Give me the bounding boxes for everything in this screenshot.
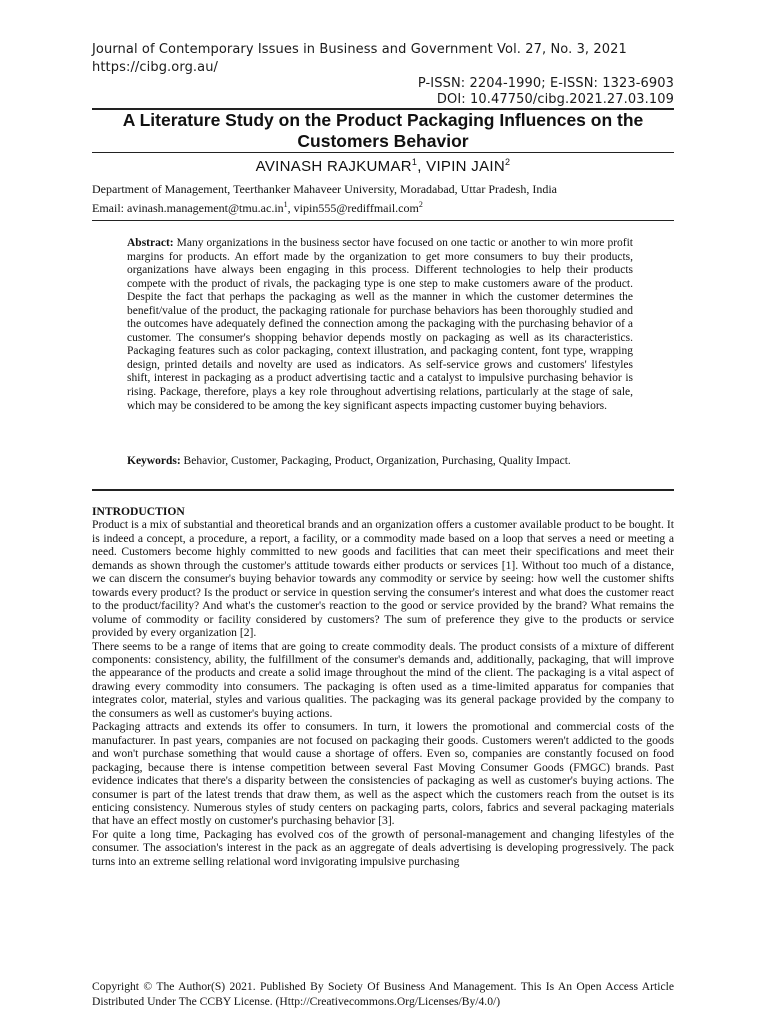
- email-sup-2: 2: [418, 200, 423, 209]
- email-link-1[interactable]: avinash.management@tmu.ac.in: [127, 201, 284, 215]
- keywords-text: Behavior, Customer, Packaging, Product, Organization, Purchasing, Quality Impact.: [180, 455, 571, 467]
- email-label: Email:: [92, 201, 127, 215]
- author-separator: ,: [417, 158, 427, 175]
- affiliation-email: [92, 197, 423, 216]
- section-heading-introduction: INTRODUCTION: [92, 505, 185, 518]
- body-paragraph-3: Packaging attracts and extends its offer to consumers. In turn, it lowers the promotional and commercial costs of the manufacturer. In past years, companies are not focused on packaging their goods. Customers weren't addicted to the goods and won't purchase something that would cause a shortage of offers. Even so, companies are constantly focused on food packaging, because there is intense competition between several Fast Moving Consumer Goods (FMGC) brands. Past evidence indicates that there's a disparity between the consistencies of packaging as well as customer's buying actions. The consumer is part of the latest trends that draw them, as well as the aspect which the customers reach from the outset is its enticing consistency. Numerous styles of study centers on packaging parts, colors, fabrics and several packaging materials that have an effect mostly on customer's purchasing behavior [3].: [92, 720, 674, 828]
- email-sup-1: 1: [283, 200, 288, 209]
- abstract-divider: [92, 489, 674, 491]
- abstract-block: [127, 237, 633, 413]
- paper-title: A Literature Study on the Product Packaging Influences on the Customers Behavior: [122, 110, 644, 151]
- title-divider: [92, 152, 674, 153]
- author-sup-2: 2: [505, 157, 511, 167]
- issn-line: P-ISSN: 2204-1990; E-ISSN: 1323-6903: [417, 76, 674, 91]
- body-paragraph-4: For quite a long time, Packaging has evolved cos of the growth of personal-management and changing lifestyles of the consumer. The association's interest in the pack as an aggregate of deals advertising is developing progressively. The pack turns into an extreme selling relational word invigorating impulsive purchasing: [92, 827, 674, 868]
- journal-url[interactable]: https://cibg.org.au/: [92, 60, 219, 75]
- copyright-footer: Copyright © The Author(S) 2021. Published By Society Of Business And Management. This Is An Open Access Article Distributed Under The CCBY License. (Http://Creativecommons.Org/Licenses/By/4.0/): [92, 980, 674, 1008]
- doi-line: DOI: 10.47750/cibg.2021.27.03.109: [436, 92, 674, 107]
- body-paragraph-1: Product is a mix of substantial and theoretical brands and an organization offers a customer available product to be bought. It is indeed a concept, a procedure, a report, a facility, or a commodity made based on a loop that serves a need or meeting a need. Customers become highly committed to new goods and facilities that can meet their specifications and meet their demands as shown through the customer's attitude towards either products or services [1]. Without too much of a distance, we can discern the consumer's buying behavior towards any commodity or service by seeing: how well the customer shifts towards every product? Is the product or service in question serving the consumer's interest and what does the customer react to the product/facility? And what's the customer's reaction to the good or service provided by the brand? What remains the volume of commodity or facility considered by customers? The sum of preference they give to the products or service provided by every organization [2].: [92, 518, 674, 640]
- body-paragraph-2: There seems to be a range of items that are going to create commodity deals. The product consists of a mixture of different components: consistency, ability, the fulfillment of the consumer's demands and, additionally, packaging, that will improve the appearance of the products and create a solid image throughout the mind of the client. The packaging is a vital aspect of drawing every commodity into consumers. The packaging is often used as a time-limited apparatus for companies that integrates color, material, styles and various qualities. The packaging was its general package provided by the company to the consumers as well as customer's buying actions.: [92, 639, 674, 720]
- affiliation-department: Department of Management, Teerthanker Mahaveer University, Moradabad, Uttar Pradesh, India: [92, 182, 557, 196]
- journal-citation: Journal of Contemporary Issues in Business and Government Vol. 27, No. 3, 2021: [92, 42, 627, 57]
- affiliation-divider: [92, 220, 674, 221]
- author-sup-1: 1: [411, 157, 418, 167]
- author-name-2: VIPIN JAIN: [426, 158, 505, 175]
- author-line: [92, 157, 674, 175]
- body-text: [92, 505, 674, 868]
- keywords-label: Keywords:: [127, 455, 181, 467]
- abstract-label: Abstract:: [127, 237, 174, 249]
- keywords-block: [127, 454, 633, 468]
- author-name-1: AVINASH RAJKUMAR: [255, 158, 412, 175]
- email-separator: ,: [287, 201, 294, 215]
- email-link-2[interactable]: vipin555@rediffmail.com: [293, 201, 419, 215]
- abstract-text: Many organizations in the business sector have focused on one tactic or another to win more profit margins for products. An effort made by the organization to get more consumers to buy their products, organizations have always been engaging in this process. Different technologies to help their products compete with the product of rivals, the packaging type is one step to make customers aware of the product. Despite the fact that perhaps the packaging as well as the manner in which the customer determines the benefit/value of the product, the packaging rationale for purchase behaviors has been thoroughly studied and the outcomes have adequately defined the connection among the packaging with the purchasing behavior of a customer. The consumer's shopping behavior depends mostly on packaging as well as its characteristics. Packaging features such as color packaging, context illustration, and packaging content, font type, wrapping design, printed details and novelty are used as indicators. As self-service grows and customers' lifestyles shift, interest in packaging as a product advertising tactic and a catalyst to impulsive purchasing behavior is rising. Package, therefore, plays a key role throughout advertising relations, particularly at the stage of sale, which may be considered to be among the key significant aspects impacting customer buying behaviors.: [127, 237, 633, 412]
